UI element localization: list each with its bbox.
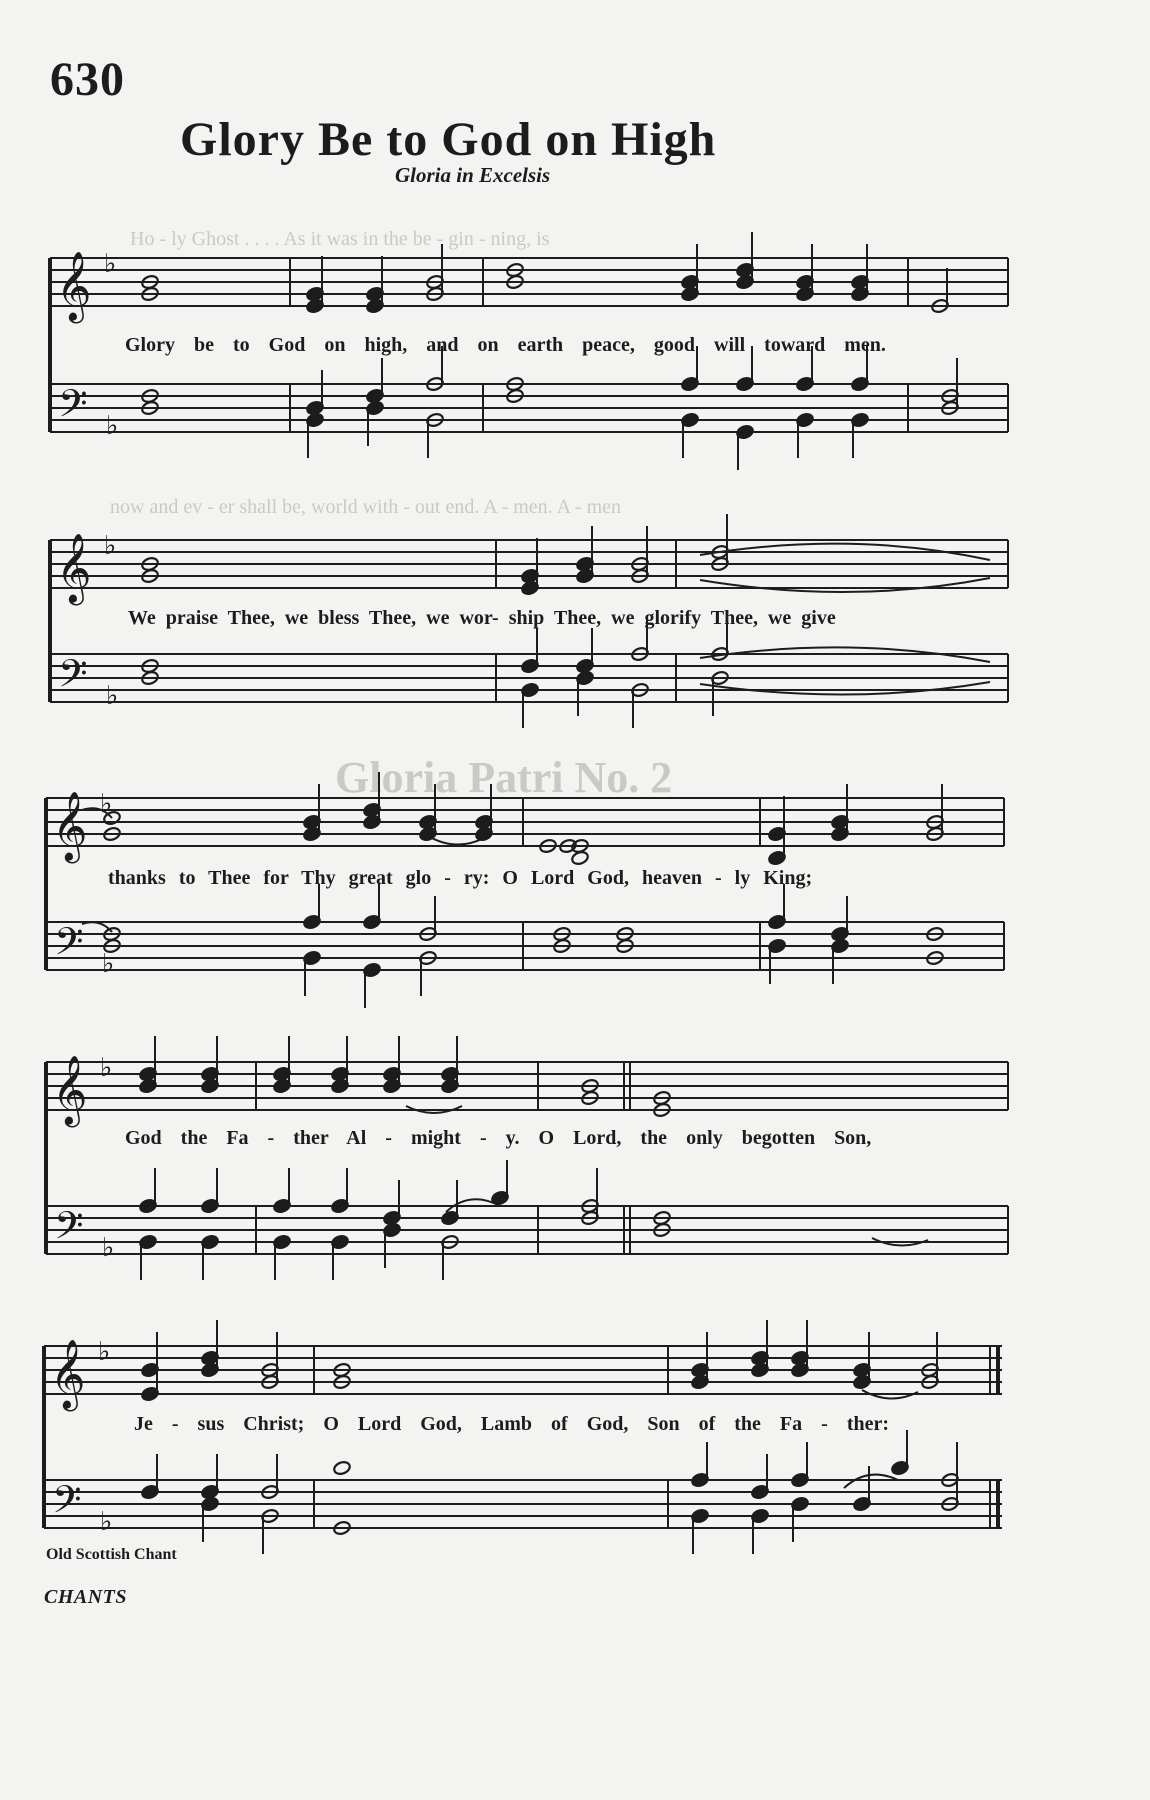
- bass-staff-3: [46, 922, 1004, 970]
- notehead: [333, 1460, 352, 1476]
- treble-staff-4: [46, 1062, 1008, 1110]
- svg-text:♭: ♭: [100, 789, 113, 819]
- lyric-line-3: thanks to Thee for Thy great glo - ry: O Lord God, heaven - ly King;: [108, 867, 813, 889]
- lyric-line-5: Je - sus Christ; O Lord God, Lamb of God, Son of the Fa - ther:: [134, 1413, 890, 1435]
- hymn-title: Glory Be to God on High: [180, 113, 717, 166]
- svg-text:♭: ♭: [104, 249, 117, 279]
- treble-staff-3: [46, 798, 1004, 846]
- lyric-line-4: God the Fa - ther Al - might - y. O Lord, the only begotten Son,: [125, 1127, 872, 1149]
- svg-text:♭: ♭: [106, 411, 119, 441]
- svg-text:♭: ♭: [106, 681, 119, 711]
- svg-text:♭: ♭: [100, 1053, 113, 1083]
- bass-clef-icon: 𝄢: [52, 1477, 82, 1531]
- bleed-through-text: Gloria Patri No. 2: [335, 753, 673, 802]
- svg-text:♭: ♭: [98, 1337, 111, 1367]
- key-signature-flats: [98, 249, 118, 1537]
- svg-text:♭: ♭: [100, 1507, 113, 1537]
- hymn-number: 630: [50, 53, 125, 106]
- noteheads: [103, 262, 960, 1536]
- treble-clef-icon: 𝄞: [56, 533, 92, 603]
- treble-clef-icon: 𝄞: [52, 1055, 88, 1125]
- bass-staff-4: [46, 1206, 1008, 1254]
- treble-clef-icon: 𝄞: [52, 791, 88, 861]
- bass-clef-icon: 𝄢: [58, 651, 88, 705]
- staff-system-4: [46, 1062, 1008, 1254]
- svg-text:♭: ♭: [104, 531, 117, 561]
- treble-clef-icon: 𝄞: [50, 1339, 86, 1409]
- bleed-through-text: Ho - ly Ghost . . . . As it was in the be - gin - ning, is: [130, 228, 550, 250]
- tune-credit: Old Scottish Chant: [46, 1546, 177, 1563]
- bass-clef-icon: 𝄢: [54, 1203, 84, 1257]
- svg-text:♭: ♭: [102, 949, 115, 979]
- svg-text:♭: ♭: [102, 1233, 115, 1263]
- lyric-line-1: Glory be to God on high, and on earth peace, good will toward men.: [125, 334, 886, 356]
- bass-clef-icon: 𝄢: [58, 381, 88, 435]
- section-label: CHANTS: [44, 1586, 128, 1608]
- bleed-through-text: now and ev - er shall be, world with - out end. A - men. A - men: [110, 496, 622, 518]
- lyric-line-2: We praise Thee, we bless Thee, we wor- ship Thee, we glorify Thee, we give: [128, 607, 836, 629]
- bass-clef-icon: 𝄢: [54, 919, 84, 973]
- treble-clef-icon: 𝄞: [56, 251, 92, 321]
- hymn-subtitle: Gloria in Excelsis: [395, 163, 551, 187]
- note-stems: [141, 232, 957, 1554]
